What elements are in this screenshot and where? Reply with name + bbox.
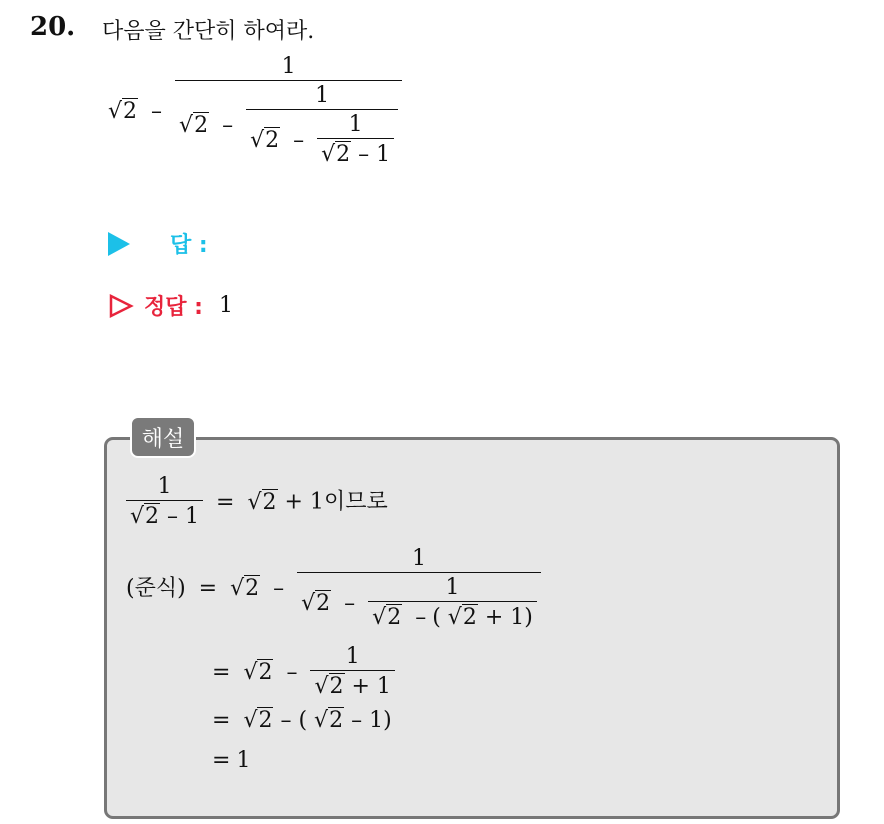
solution-fraction-outer: 1 √2 – $\frac{1}{√2 - ( √2 + 1)}$ xyxy=(297,546,541,632)
correct-value: 1 xyxy=(218,293,233,318)
solution-line-4: = √2 – ( √2 – 1) xyxy=(212,708,392,733)
fraction-level-3: $\frac{1}{√2 - 1}$ xyxy=(317,112,394,169)
fraction-level-1: 1 √2 – 1 √2 – $\frac{1}{√2 - 1}$ xyxy=(175,54,402,169)
solution-line-2: (준식) = √2 – 1 √2 – $\frac{1}{√2 - ( √2 + 1)}$ xyxy=(126,546,541,632)
solution-tab: 해설 xyxy=(130,416,196,458)
minus-sign: – xyxy=(151,98,163,124)
correct-answer-row xyxy=(108,290,233,321)
answer-row xyxy=(108,228,258,259)
solution-line-1: $\frac{1}{√2 - 1}$ = √2 + 1이므로 xyxy=(126,474,388,531)
correct-label: 정답 : xyxy=(144,295,203,320)
sqrt-2: √2 xyxy=(108,98,138,124)
answer-label: 답 : xyxy=(170,233,208,258)
triangle-outline-icon xyxy=(108,293,134,319)
solution-line-3: = √2 – $\frac{1}{√2 + 1}$ xyxy=(206,644,395,701)
solution-fraction-inner: $\frac{1}{√2 - ( √2 + 1)}$ xyxy=(368,575,537,632)
question-expression xyxy=(108,54,402,169)
solution-line-5: = 1 xyxy=(212,748,251,773)
triangle-filled-icon xyxy=(108,232,130,256)
question-prompt: 다음을 간단히 하여라. xyxy=(102,19,315,44)
solution-fraction: $\frac{1}{√2 - 1}$ xyxy=(126,474,203,531)
fraction-level-2: 1 √2 – $\frac{1}{√2 - 1}$ xyxy=(246,83,398,169)
solution-fraction-simplified: $\frac{1}{√2 + 1}$ xyxy=(310,644,394,701)
question-number: 20. xyxy=(30,12,76,42)
